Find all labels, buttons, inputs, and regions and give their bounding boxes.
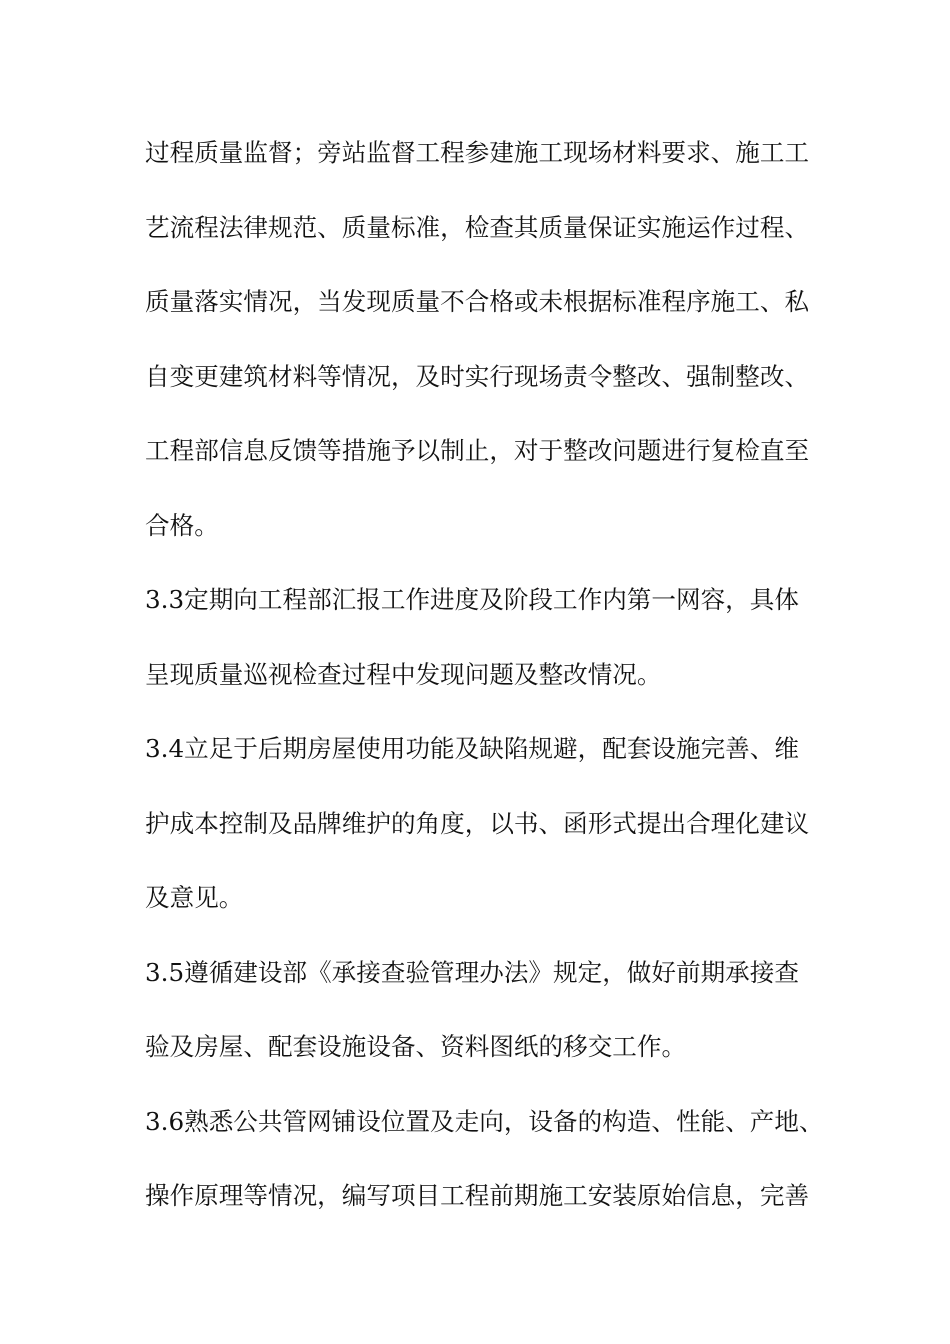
text-line: 质量落实情况，当发现质量不合格或未根据标准程序施工、私 xyxy=(145,287,810,316)
text-line: 及意见。 xyxy=(145,883,244,912)
text-line: 3.6熟悉公共管网铺设位置及走向，设备的构造、性能、产地、 xyxy=(145,1107,824,1136)
text-line: 工程部信息反馈等措施予以制止，对于整改问题进行复检直至 xyxy=(145,436,810,465)
text-line: 过程质量监督；旁站监督工程参建施工现场材料要求、施工工 xyxy=(145,138,810,167)
text-line: 自变更建筑材料等情况，及时实行现场责令整改、强制整改、 xyxy=(145,362,810,391)
text-line: 3.3定期向工程部汇报工作进度及阶段工作内第一网容，具体 xyxy=(145,585,799,614)
text-line: 3.4立足于后期房屋使用功能及缺陷规避，配套设施完善、维 xyxy=(145,734,799,763)
text-line: 操作原理等情况，编写项目工程前期施工安装原始信息，完善 xyxy=(145,1181,810,1210)
text-line: 呈现质量巡视检查过程中发现问题及整改情况。 xyxy=(145,660,662,689)
text-line: 3.5遵循建设部《承接查验管理办法》规定，做好前期承接查 xyxy=(145,958,799,987)
text-line: 护成本控制及品牌维护的角度，以书、函形式提出合理化建议 xyxy=(145,809,810,838)
text-line: 验及房屋、配套设施设备、资料图纸的移交工作。 xyxy=(145,1032,687,1061)
text-line: 艺流程法律规范、质量标准，检查其质量保证实施运作过程、 xyxy=(145,213,810,242)
text-line: 合格。 xyxy=(145,511,219,540)
